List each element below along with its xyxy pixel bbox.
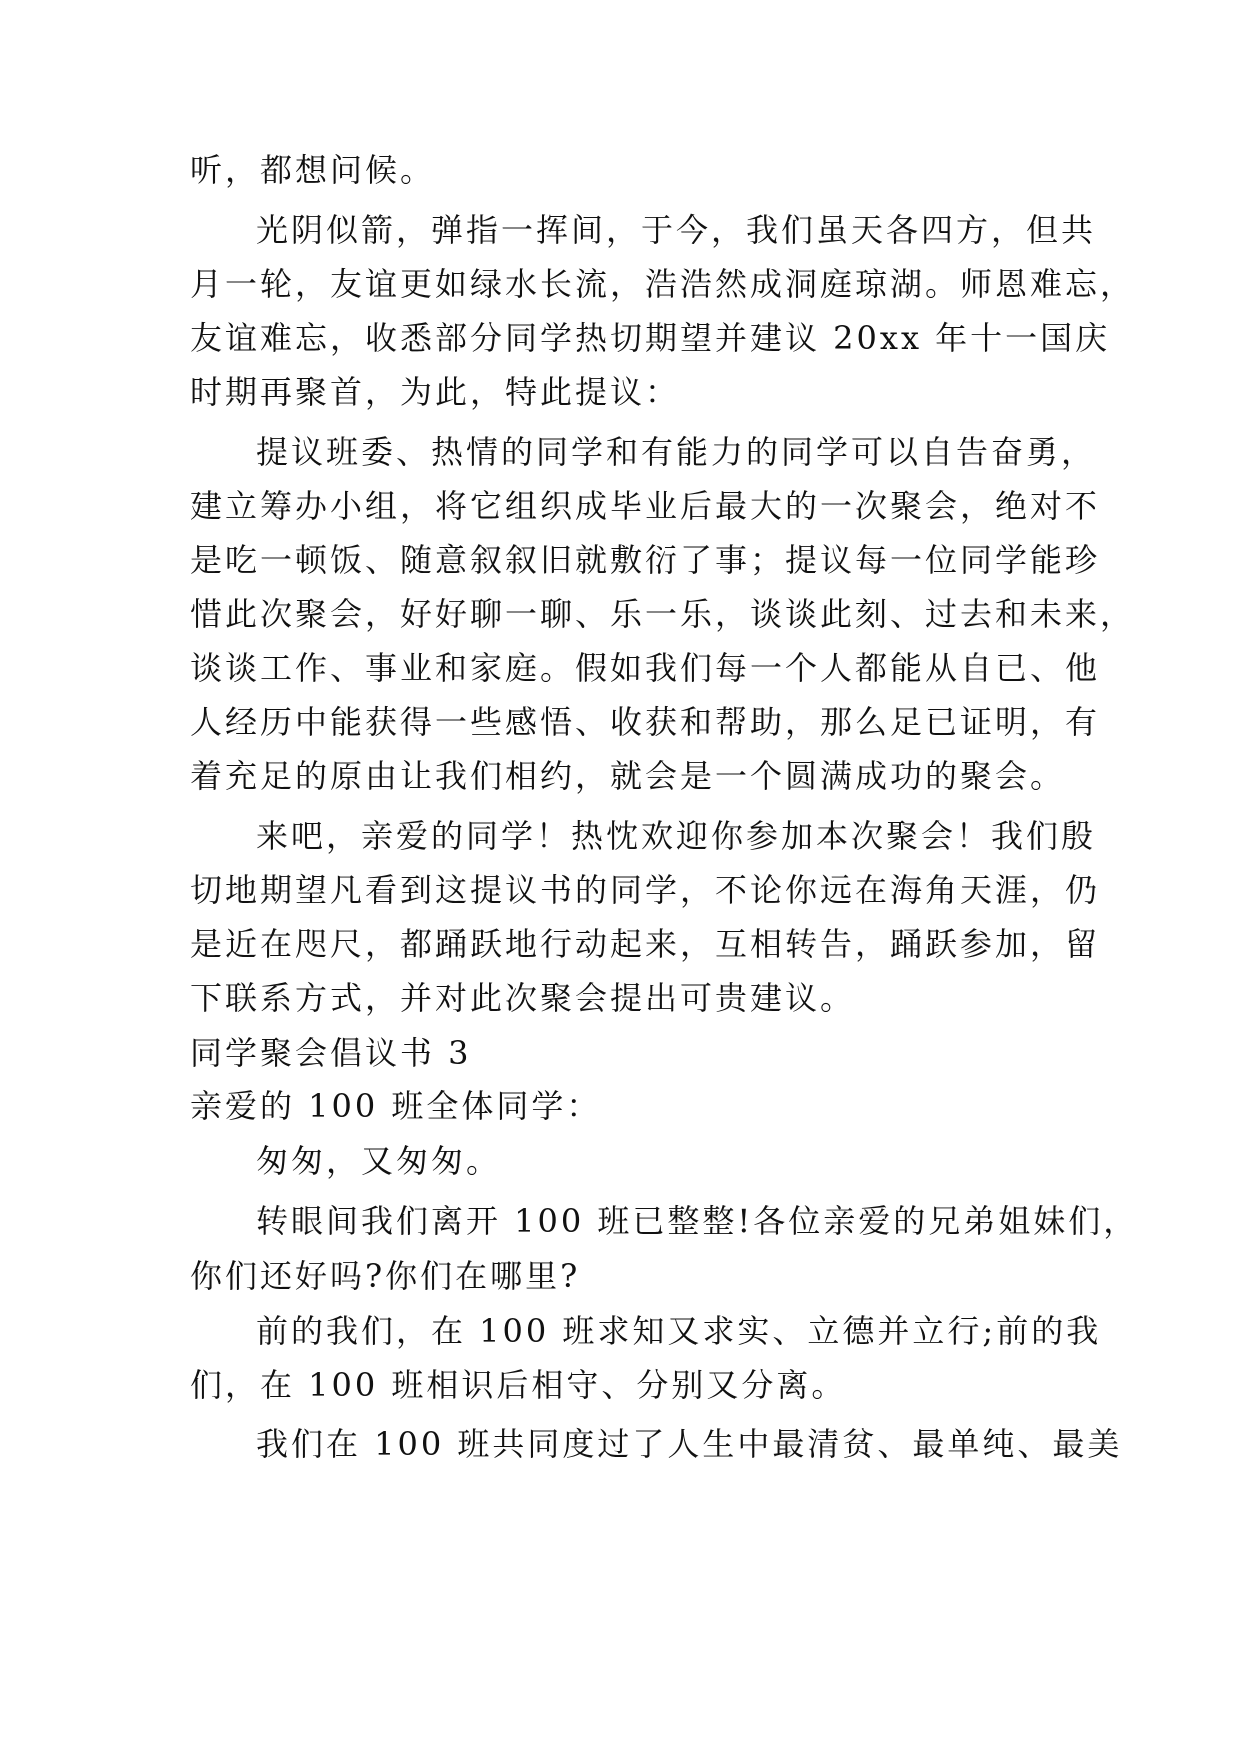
text-line: 着充足的原由让我们相约，就会是一个圆满成功的聚会。 (190, 757, 1066, 795)
text-line: 你们还好吗?你们在哪里? (190, 1257, 581, 1295)
paragraph-start-line: 提议班委、热情的同学和有能力的同学可以自告奋勇， (256, 433, 1097, 471)
text-line: 友谊难忘，收悉部分同学热切期望并建议 20xx 年十一国庆 (190, 319, 1111, 357)
text-line: 听，都想问候。 (190, 151, 436, 189)
salutation: 亲爱的 100 班全体同学： (190, 1087, 602, 1125)
paragraph-start-line: 我们在 100 班共同度过了人生中最清贫、最单纯、最美 (256, 1425, 1123, 1463)
text-line: 们，在 100 班相识后相守、分别又分离。 (190, 1366, 847, 1404)
paragraph-start-line: 来吧，亲爱的同学！热忱欢迎你参加本次聚会！我们殷 (256, 817, 1097, 855)
text-line: 谈谈工作、事业和家庭。假如我们每一个人都能从自已、他 (190, 649, 1101, 687)
text-line: 月一轮，友谊更如绿水长流，浩浩然成洞庭琼湖。师恩难忘， (190, 265, 1136, 303)
text-line: 惜此次聚会，好好聊一聊、乐一乐，谈谈此刻、过去和未来， (190, 595, 1136, 633)
text-line: 建立筹办小组，将它组织成毕业后最大的一次聚会，绝对不 (190, 487, 1101, 525)
text-line: 下联系方式，并对此次聚会提出可贵建议。 (190, 979, 856, 1017)
text-line: 人经历中能获得一些感悟、收获和帮助，那么足已证明，有 (190, 703, 1101, 741)
paragraph-start-line: 前的我们，在 100 班求知又求实、立德并立行;前的我 (256, 1312, 1102, 1350)
paragraph-start-line: 匆匆，又匆匆。 (256, 1142, 502, 1180)
text-line: 是吃一顿饭、随意叙叙旧就敷衍了事；提议每一位同学能珍 (190, 541, 1101, 579)
section-heading: 同学聚会倡议书 3 (190, 1034, 472, 1072)
paragraph-start-line: 光阴似箭，弹指一挥间，于今，我们虽天各四方，但共 (256, 211, 1097, 249)
text-line: 切地期望凡看到这提议书的同学，不论你远在海角天涯，仍 (190, 871, 1101, 909)
text-line: 时期再聚首，为此，特此提议： (190, 373, 681, 411)
paragraph-start-line: 转眼间我们离开 100 班已整整!各位亲爱的兄弟姐妹们， (256, 1202, 1139, 1240)
text-line: 是近在咫尺，都踊跃地行动起来，互相转告，踊跃参加，留 (190, 925, 1101, 963)
